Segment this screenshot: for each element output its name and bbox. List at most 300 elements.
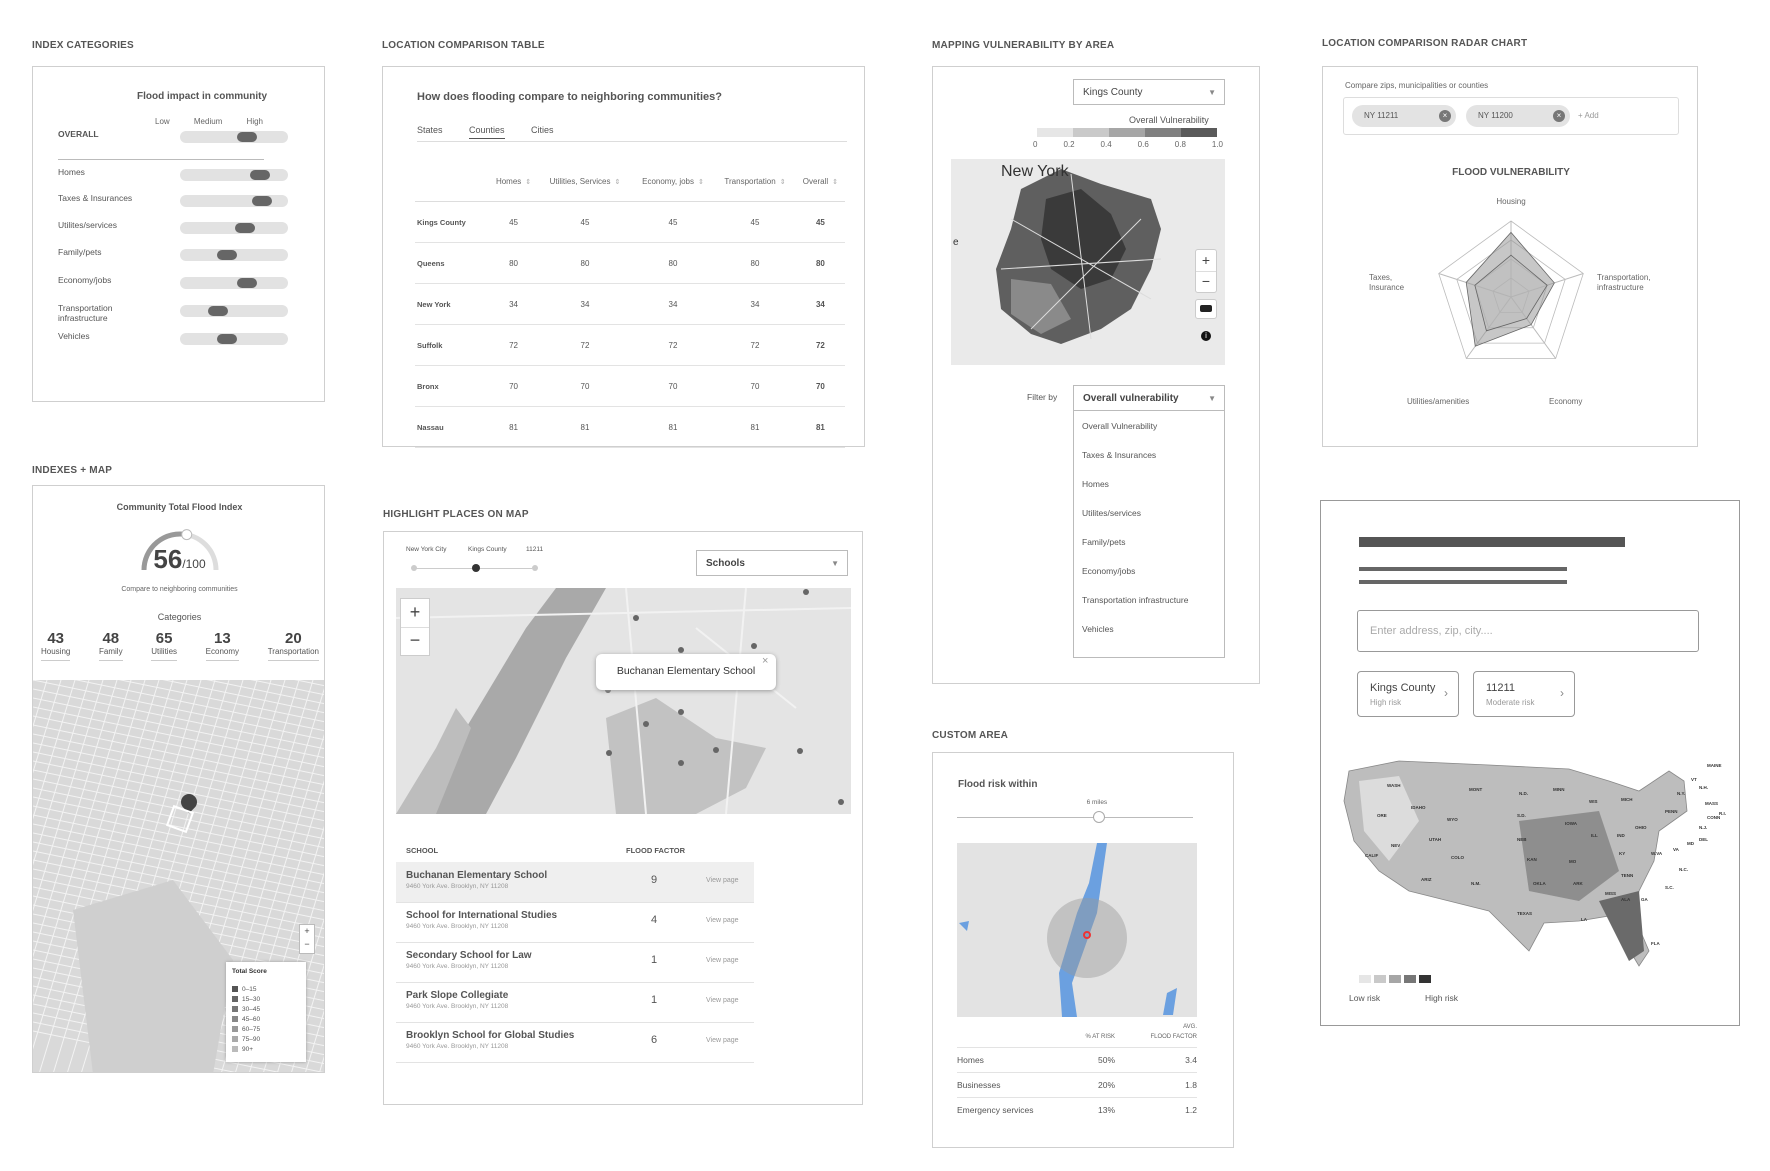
water [959,921,969,931]
filter-option[interactable]: Vehicles [1082,623,1114,634]
state-label: N.J. [1699,825,1708,830]
legend-swatch [232,1026,238,1032]
legend-swatch [232,1036,238,1042]
legend-label: 45–60 [242,1015,261,1023]
filter-option[interactable]: Transportation infrastructure [1082,594,1189,605]
index-row [58,301,318,321]
row-name: Kings County [415,202,489,243]
park-area [73,880,233,1073]
index-slider[interactable] [180,249,288,261]
state-label: MAINE [1707,763,1722,768]
step-kings-county[interactable]: Kings County [468,546,507,553]
view-page-link[interactable]: View page [706,997,739,1004]
state-label: ARK [1573,881,1583,886]
remove-icon[interactable]: × [1439,110,1451,122]
legend-item [232,1044,260,1054]
risk-percent: 13% [1097,1105,1115,1115]
table-column-header[interactable] [538,161,632,202]
chevron-down-icon: ▼ [1208,394,1216,403]
view-page-link[interactable]: View page [706,917,739,924]
comparison-table [415,161,845,448]
zoom-in-button[interactable]: + [1196,250,1216,272]
category-value: 43 [47,630,65,647]
table-row [415,284,845,325]
index-slider[interactable] [180,305,288,317]
cell-value: 80 [538,243,632,284]
filter-options-menu [1073,410,1225,658]
text-placeholder-bar [1359,567,1567,571]
category-value: 48 [102,630,120,647]
radar-axis-housing: Housing [1496,197,1526,206]
total-score-legend [226,962,306,1062]
view-page-link[interactable]: View page [706,957,739,964]
state-label: R.I. [1719,811,1727,816]
index-slider-handle[interactable] [237,278,257,288]
section-title-mapping: MAPPING VULNERABILITY BY AREA [932,40,1115,51]
legend-title: Overall Vulnerability [1129,115,1209,125]
location-table-panel [382,66,865,447]
index-row-label: Vehicles [58,331,90,341]
cell-value: 72 [538,325,632,366]
cell-value: 34 [632,284,714,325]
divider [58,159,264,160]
column-label: Economy, jobs [642,176,694,186]
school-address: 9460 York Ave. Brooklyn, NY 11208 [406,963,509,970]
state-label: IOWA [1565,821,1577,826]
compare-label: Compare zips, municipalities or counties [1345,81,1489,90]
col-flood-factor: FLOOD FACTOR [1150,1034,1197,1040]
slider-label: 6 miles [1086,799,1108,806]
legend-low: Low risk [1349,993,1381,1003]
cell-value: 45 [489,202,538,243]
table-column-header[interactable] [796,161,845,202]
chevron-down-icon: ▼ [831,559,839,568]
section-title-location-table: LOCATION COMPARISON TABLE [382,40,545,51]
category-score[interactable] [99,630,123,661]
vulnerability-legend [1037,128,1217,137]
legend-item [232,984,260,994]
school-address: 9460 York Ave. Brooklyn, NY 11208 [406,1043,509,1050]
legend-swatch [1073,128,1109,137]
category-value: 13 [214,630,231,647]
remove-icon[interactable]: × [1553,110,1565,122]
state-label: KY [1619,851,1626,856]
filter-dropdown[interactable] [1073,385,1225,411]
slider-track [957,817,1193,818]
chip-ny-11211[interactable] [1352,105,1456,127]
state-label: VA [1673,847,1679,852]
school-row[interactable] [396,902,754,943]
state-label: LA [1581,917,1587,922]
cell-value: 45 [538,202,632,243]
view-page-link[interactable]: View page [706,1037,739,1044]
legend-label: 60–75 [242,1025,261,1033]
mapping-panel [932,66,1260,684]
custom-area-map[interactable] [957,843,1197,1017]
index-slider[interactable] [180,277,288,289]
state-label: MONT [1469,787,1483,792]
tab-states[interactable]: States [417,125,443,135]
legend-swatch [1145,128,1181,137]
step-nyc[interactable]: New York City [406,546,447,553]
flood-factor-value: 1 [651,954,658,966]
index-slider-handle[interactable] [252,196,272,206]
index-row-label: Economy/jobs [58,275,112,285]
index-row [58,329,318,349]
section-title-highlight: HIGHLIGHT PLACES ON MAP [383,509,529,520]
cell-value: 72 [632,325,714,366]
sort-icon: ⇕ [614,178,621,186]
zoom-out-button[interactable]: − [1201,273,1211,289]
legend-item [232,1034,260,1044]
risk-row [957,1072,1197,1098]
custom-area-panel [932,752,1234,1148]
legend-tick: 0.4 [1100,140,1112,149]
zoom-in-button[interactable]: + [401,599,429,628]
close-icon[interactable]: × [762,655,769,667]
school-row[interactable] [396,862,754,903]
school-address: 9460 York Ave. Brooklyn, NY 11208 [406,1003,509,1010]
radar-chart [1323,187,1699,447]
index-row [58,245,318,265]
score-value: 56 [153,544,183,574]
section-title-radar: LOCATION COMPARISON RADAR CHART [1322,38,1528,49]
state-label: DEL [1699,837,1708,842]
step-dot[interactable] [532,565,538,571]
popup-title: Buchanan Elementary School [616,665,756,677]
tab-bar [417,125,847,142]
school-row[interactable] [396,942,754,983]
zoom-out-button[interactable]: − [304,939,310,949]
filter-option[interactable]: Utilites/services [1082,507,1142,518]
school-popup [596,654,776,690]
category-label: Family [99,647,123,656]
state-label: ILL [1591,833,1598,838]
category-score[interactable] [268,630,319,661]
map-zoom-control [299,924,315,954]
county-dropdown-value: Kings County [1083,87,1143,98]
state-label: S.C. [1665,885,1674,890]
state-label: WIS [1589,799,1598,804]
index-row-label: Family/pets [58,247,102,257]
indexes-map-panel [32,485,325,1073]
col-at-risk: % AT RISK [1085,1034,1115,1040]
slider-handle[interactable] [1093,811,1105,823]
custom-map-graphic [957,843,1197,1017]
category-label: Transportation [267,647,319,656]
flood-factor-value: 9 [651,874,658,886]
result-card-kings-county[interactable] [1357,671,1459,717]
category-score[interactable] [206,630,239,661]
search-panel [1320,500,1740,1026]
gauge-knob [182,530,192,540]
index-row-label: Utilites/services [58,220,118,230]
state-label: FLA [1651,941,1660,946]
highlight-panel [383,531,863,1105]
flood-factor-value: 6 [651,1034,658,1046]
state-label: MD [1687,841,1694,846]
school-name: School for International Studies [406,910,558,921]
place-type-dropdown[interactable] [696,550,848,576]
flood-factor-value: 1 [651,994,658,1006]
state-label: WYO [1447,817,1458,822]
cell-value: 70 [538,366,632,407]
community-map[interactable] [33,680,325,1073]
chip-ny-11200[interactable] [1466,105,1570,127]
radar-chart-title: FLOOD VULNERABILITY [1452,167,1570,178]
column-label: Overall [802,176,829,186]
section-title-custom-area: CUSTOM AREA [932,730,1009,741]
index-slider[interactable] [180,222,288,234]
state-label: NEB [1517,837,1527,842]
sort-icon: ⇕ [525,178,532,186]
risk-row [957,1047,1197,1073]
legend-item [232,994,260,1004]
state-label: ALA [1621,897,1631,902]
state-label: ARIZ [1421,877,1432,882]
legend-item [232,1014,260,1024]
address-search-input[interactable] [1357,610,1699,652]
legend-swatch [232,1006,238,1012]
table-row [415,243,845,284]
row-name: Suffolk [415,325,489,366]
risk-label: Emergency services [957,1105,1034,1115]
table-column-header[interactable] [489,161,538,202]
index-slider[interactable] [180,169,288,181]
table-column-header[interactable] [714,161,796,202]
state-label: MO [1569,859,1577,864]
legend-swatch [1419,975,1431,983]
risk-label: Homes [957,1055,984,1065]
scale-low: Low [155,117,170,126]
cell-value: 70 [632,366,714,407]
state-label: CALIF [1365,853,1379,858]
table-row [415,325,845,366]
compare-input[interactable] [1343,97,1679,135]
result-card-11211[interactable] [1473,671,1575,717]
radar-axis-transportation: Transportation, infrastructure [1597,273,1651,292]
index-slider-handle[interactable] [237,132,257,142]
cell-value: 45 [796,202,845,243]
cell-value: 81 [714,407,796,448]
state-label: N.Y. [1677,791,1686,796]
index-slider-handle[interactable] [235,223,255,233]
score-max: /100 [182,557,206,571]
add-location-button[interactable]: + Add [1578,111,1599,120]
legend-swatch [232,1046,238,1052]
category-scores [41,630,319,661]
row-name: New York [415,284,489,325]
state-label: KAN [1527,857,1537,862]
col-avg: AVG. [1183,1024,1197,1030]
index-row [58,191,318,211]
tab-counties[interactable]: Counties [469,125,505,139]
state-label: GA [1641,897,1648,902]
filter-options-list [1074,411,1224,643]
index-slider-handle[interactable] [208,306,228,316]
cell-value: 80 [632,243,714,284]
risk-factor: 1.2 [1185,1105,1197,1115]
school-name: Buchanan Elementary School [406,870,548,881]
table-row [415,407,845,448]
legend-tick: 0.2 [1063,140,1075,149]
tab-cities[interactable]: Cities [531,125,554,135]
category-label: Economy [205,647,240,656]
col-school: SCHOOL [406,846,439,855]
row-name: Nassau [415,407,489,448]
row-name: Queens [415,243,489,284]
state-label: NEV [1391,843,1401,848]
text-placeholder-bar [1359,580,1567,584]
radius-slider[interactable] [957,799,1193,829]
us-map-icon [1200,305,1212,312]
cell-value: 70 [796,366,845,407]
state-label: N.H. [1699,785,1708,790]
zoom-control [1195,249,1217,293]
state-label: MASS [1705,801,1719,806]
cell-value: 34 [489,284,538,325]
filter-option[interactable]: Overall Vulnerability [1082,420,1158,431]
cell-value: 81 [796,407,845,448]
cell-value: 80 [796,243,845,284]
zoom-out-button[interactable]: − [409,630,421,650]
us-map-button[interactable] [1195,299,1217,319]
legend-label: 90+ [242,1045,254,1053]
school-name: Park Slope Collegiate [406,990,509,1001]
county-map[interactable] [951,159,1225,365]
legend-swatch [1359,975,1371,983]
state-label: OHIO [1635,825,1647,830]
state-label: W.VA [1651,851,1663,856]
step-dot[interactable] [411,565,417,571]
cell-value: 34 [714,284,796,325]
risk-percent: 50% [1097,1055,1115,1065]
card-subtitle: High risk [1370,698,1402,707]
legend-tick: 0 [1033,140,1038,149]
map-city-label: New York [1001,163,1069,180]
index-row-label: Transportation infrastructure [58,303,113,323]
location-stepper[interactable] [406,546,546,576]
index-row [58,127,318,147]
card-title: Kings County [1370,682,1436,694]
legend-tick: 0.6 [1137,140,1149,149]
cell-value: 80 [489,243,538,284]
index-row [58,218,318,238]
cell-value: 72 [489,325,538,366]
search-placeholder: Enter address, zip, city.... [1370,625,1493,637]
water [1163,988,1177,1015]
legend-item [232,1004,260,1014]
school-row[interactable] [396,982,754,1023]
zoom-in-button[interactable]: + [304,926,310,936]
cell-value: 81 [538,407,632,448]
legend-swatch [1109,128,1145,137]
filter-option[interactable]: Homes [1082,478,1109,489]
table-column-header[interactable] [632,161,714,202]
legend-label: 0–15 [242,985,257,993]
legend-swatch [1374,975,1386,983]
legend-high: High risk [1425,993,1459,1003]
risk-percent: 20% [1097,1080,1115,1090]
flood-index-title: Community Total Flood Index [116,502,243,512]
filter-option[interactable]: Taxes & Insurances [1082,449,1157,460]
info-icon[interactable]: i [1201,331,1211,341]
index-slider[interactable] [180,131,288,143]
school-name: Secondary School for Law [406,950,532,961]
risk-legend-swatches [1359,975,1431,983]
index-slider-handle[interactable] [217,250,237,260]
title-placeholder-bar [1359,537,1625,547]
state-label: PENN [1665,809,1678,814]
score-display [33,544,325,575]
category-score[interactable] [151,630,177,661]
scale-high: High [246,117,263,126]
legend-swatch [232,996,238,1002]
map-edge-label: e [953,237,959,248]
table-row [415,366,845,407]
chip-label: NY 11211 [1364,111,1399,120]
chevron-right-icon: › [1560,686,1564,700]
county-dropdown[interactable] [1073,79,1225,105]
index-row [58,273,318,293]
view-page-link[interactable]: View page [706,877,739,884]
risk-label: Businesses [957,1080,1001,1090]
cell-value: 70 [714,366,796,407]
scale-medium: Medium [193,117,223,126]
cell-value: 81 [632,407,714,448]
index-row-label: Taxes & Insurances [58,193,133,203]
state-label: OKLA [1533,881,1546,886]
sort-icon: ⇕ [779,178,786,186]
legend-label: 75–90 [242,1035,261,1043]
column-label: Homes [495,176,522,186]
risk-factor: 3.4 [1185,1055,1197,1065]
risk-row [957,1097,1197,1123]
legend-ticks [1033,140,1223,149]
step-11211[interactable]: 11211 [526,546,544,553]
filter-option[interactable]: Economy/jobs [1082,565,1136,576]
sort-icon: ⇕ [698,178,704,186]
index-slider-handle[interactable] [217,334,237,344]
state-label: S.D. [1517,813,1526,818]
legend-swatch [1037,128,1073,137]
state-label: N.M. [1471,881,1481,886]
step-dot-active[interactable] [472,564,480,572]
compare-link[interactable]: Compare to neighboring communities [121,586,238,593]
legend-label: 15–30 [242,995,261,1003]
category-score[interactable] [41,630,70,661]
state-label: MICH [1621,797,1633,802]
filter-option[interactable]: Family/pets [1082,536,1126,547]
state-label: UTAH [1429,837,1442,842]
category-label: Housing [41,647,71,656]
section-title-indexes-map: INDEXES + MAP [32,465,113,476]
cell-value: 80 [714,243,796,284]
index-slider-handle[interactable] [250,170,270,180]
filter-label: Filter by [1027,392,1058,402]
map-zoom-control [400,598,430,656]
index-slider[interactable] [180,333,288,345]
state-label: CONN [1707,815,1721,820]
section-title-index-categories: INDEX CATEGORIES [32,40,134,51]
places-map[interactable] [396,588,851,814]
column-label: Utilities, Services [549,176,611,186]
index-slider[interactable] [180,195,288,207]
school-row[interactable] [396,1022,754,1063]
state-label: N.C. [1679,867,1688,872]
col-avg-factor [1121,1022,1197,1042]
legend-items [232,984,260,1054]
